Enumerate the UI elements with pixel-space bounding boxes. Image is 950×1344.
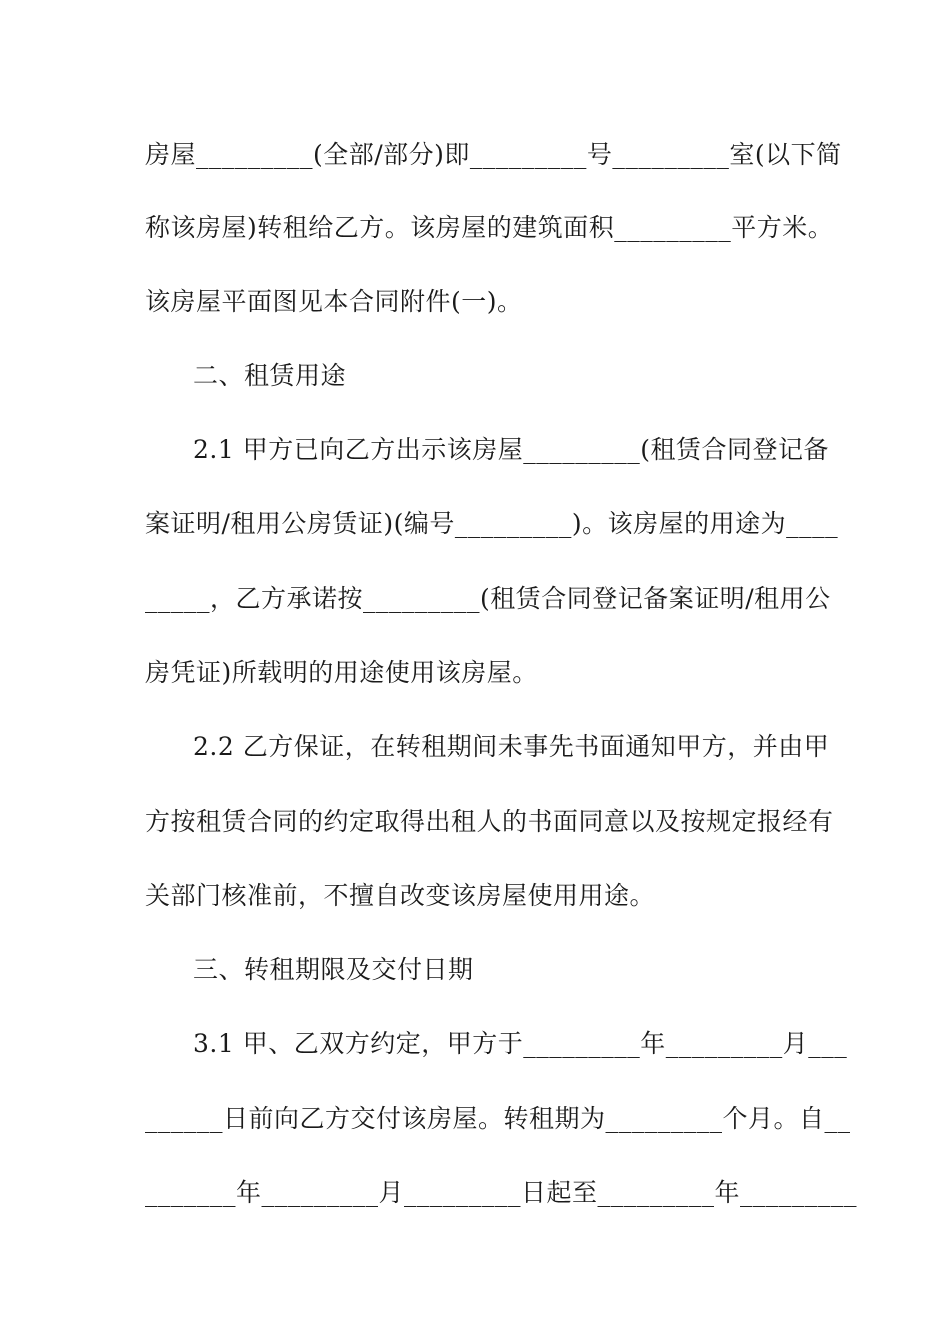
clause-2-1-line-4: 房凭证)所载明的用途使用该房屋。	[145, 658, 538, 687]
clause-2-1-line-1: 2.1 甲方已向乙方出示该房屋_________(租赁合同登记备	[193, 435, 829, 464]
clause-2-1-line-3: _____，乙方承诺按_________(租赁合同登记备案证明/租用公	[145, 584, 831, 613]
clause-2-2-line-1: 2.2 乙方保证，在转租期间未事先书面通知甲方，并由甲	[193, 732, 830, 761]
paragraph-line-2: 称该房屋)转租给乙方。该房屋的建筑面积_________平方米。	[145, 213, 834, 242]
clause-2-2-line-2: 方按租赁合同的约定取得出租人的书面同意以及按规定报经有	[145, 807, 834, 836]
clause-3-1-line-1: 3.1 甲、乙双方约定，甲方于_________年_________月___	[193, 1029, 848, 1058]
section-heading-3: 三、转租期限及交付日期	[193, 955, 474, 984]
clause-2-1-line-2: 案证明/租用公房赁证)(编号_________)。该房屋的用途为____	[145, 509, 839, 538]
section-heading-2: 二、租赁用途	[193, 361, 347, 390]
clause-3-1-line-3: _______年_________月_________日起至_________年_________	[145, 1178, 858, 1207]
clause-3-1-line-2: ______日前向乙方交付该房屋。转租期为_________个月。自__	[145, 1104, 851, 1133]
clause-2-2-line-3: 关部门核准前，不擅自改变该房屋使用用途。	[145, 881, 656, 910]
paragraph-line-1: 房屋_________(全部/部分)即_________号_________室(以下简	[145, 140, 842, 169]
paragraph-line-3: 该房屋平面图见本合同附件(一)。	[145, 287, 523, 316]
